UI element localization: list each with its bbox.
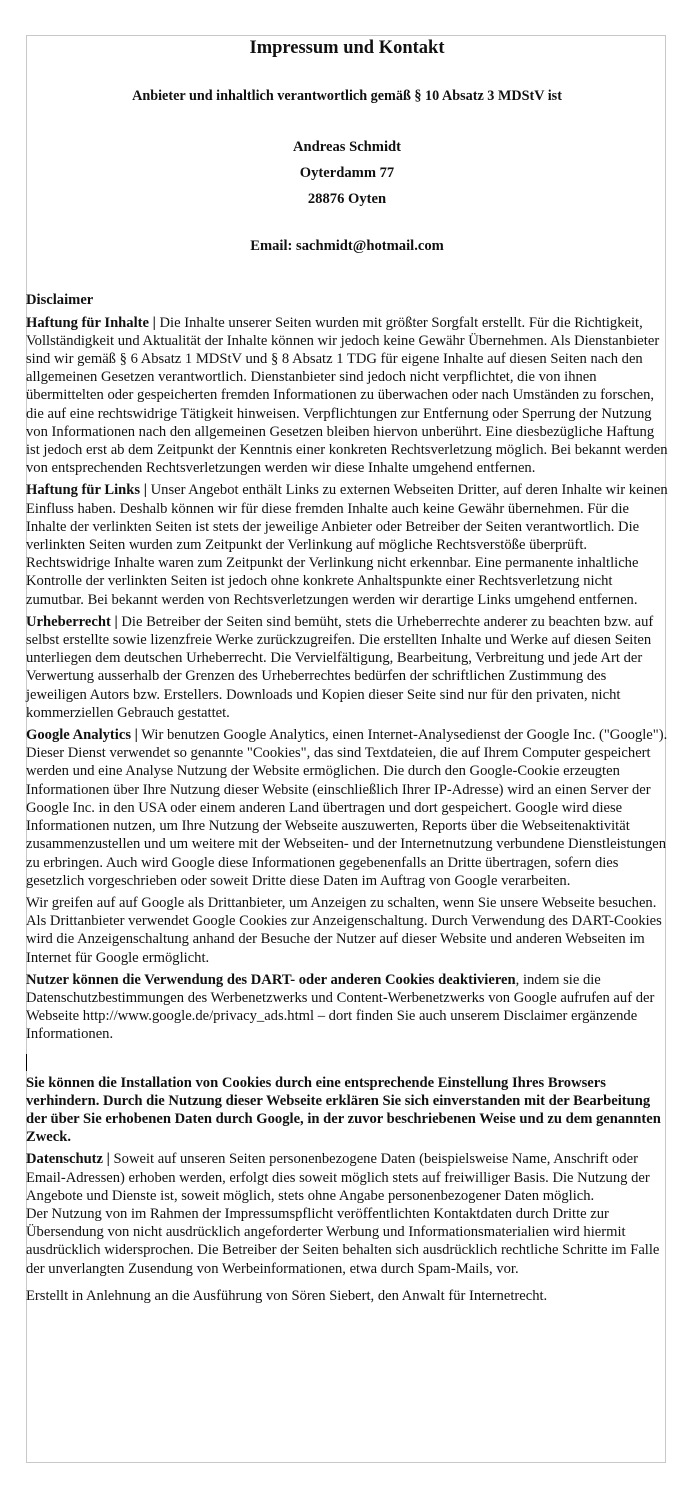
- paragraph-lead: Datenschutz |: [26, 1151, 110, 1168]
- paragraph-haftung-inhalte: [26, 314, 668, 478]
- paragraph-text: Wir benutzen Google Analytics, einen Internet-Analysedienst der Google Inc. ("Google"). Dieser Dienst verwendet so genannte "Cookies", das sind Textdateien, die auf Ihrem Computer gespeichert werden und eine Analyse Nutzung der Website ermöglichen. Die durch den Google-Cookie erzeugten Informationen über Ihre Nutzung dieser Website (einschließlich Ihrer IP-Adresse) wird an einen Server der Google Inc. in den USA oder einem anderen Land übertragen und dort gespeichert. Google wird diese Informationen nutzen, um Ihre Nutzung der Webseite auszuwerten, Reports über die Webseitenaktivität zusammenzustellen und um weitere mit der Webseiten- und der Internetnutzung verbundene Dienstleistungen zu erbringen. Auch wird Google diese Informationen gegebenenfalls an Dritte übertragen, sofern dies gesetzlich vorgeschrieben oder soweit Dritte diese Daten im Auftrag von Google verarbeiten.: [26, 727, 668, 889]
- address-block: [26, 134, 668, 212]
- paragraph-lead: Haftung für Inhalte |: [26, 314, 156, 331]
- paragraph-text: Die Inhalte unserer Seiten wurden mit größter Sorgfalt erstellt. Für die Richtigkeit, Vollständigkeit und Aktualität der Inhalte können wir jedoch keine Gewähr Übernehmen. Als Dienstanbieter sind wir gemäß § 6 Absatz 1 MDStV und § 8 Absatz 1 TDG für eigene Inhalte auf diesen Seiten nach den allgemeinen Gesetzen verantwortlich. Dienstanbieter sind jedoch nicht verpflichtet, die von ihnen übermittelten oder gespeicherten fremden Informationen zu überwachen oder nach Umständen zu forschen, die auf eine rechtswidrige Tätigkeit hinweisen. Verpflichtungen zur Entfernung oder Sperrung der Nutzung von Informationen nach den allgemeinen Gesetzen bleiben hiervon unberührt. Eine diesbezügliche Haftung ist jedoch erst ab dem Zeitpunkt der Kenntnis einer konkreten Rechtsverletzung möglich. Bei bekannt werden von entsprechenden Rechtsverletzungen werden wir diese Inhalte umgehend entfernen.: [26, 314, 668, 477]
- paragraph-haftung-links: [26, 481, 668, 608]
- paragraph-text-2: Der Nutzung von im Rahmen der Impressumspflicht veröffentlichten Kontaktdaten durch Dritte zur Übersendung von nicht ausdrücklich angeforderter Werbung und Informationsmaterialien wird hiermit ausdrücklich widersprochen. Die Betreiber der Seiten behalten sich ausdrücklich rechtliche Schritte im Falle der unverlangten Zusendung von Werbeinformationen, etwa durch Spam-Mails, vor.: [26, 1205, 660, 1277]
- paragraph-lead: Google Analytics |: [26, 727, 138, 744]
- paragraph-lead: Urheberrecht |: [26, 613, 118, 630]
- paragraph-text: Soweit auf unseren Seiten personenbezogene Daten (beispielsweise Name, Anschrift oder Email-Adressen) erhoben werden, erfolgt dies soweit möglich stets auf freiwilliger Basis. Die Nutzung der Angebote und Dienste ist, soweit möglich, stets ohne Angabe personenbezogener Daten möglich.: [26, 1151, 650, 1204]
- paragraph-datenschutz: [26, 1150, 668, 1277]
- disclaimer-heading: Disclaimer: [26, 292, 94, 309]
- paragraph-text: Unser Angebot enthält Links zu externen Webseiten Dritter, auf deren Inhalte wir keinen Einfluss haben. Deshalb können wir für diese fremden Inhalte auch keine Gewähr übernehmen. Für die Inhalte der verlinkten Seiten ist stets der jeweilige Anbieter oder Betreiber der Seiten verantwortlich. Die verlinkten Seiten wurden zum Zeitpunkt der Verlinkung auf mögliche Rechtsverstöße überprüft. Rechtswidrige Inhalte waren zum Zeitpunkt der Verlinkung nicht erkennbar. Eine permanente inhaltliche Kontrolle der verlinkten Seiten ist jedoch ohne konkrete Anhaltspunkte einer Rechtsverletzung nicht zumutbar. Bei bekannt werden von Rechtsverletzungen werden wir derartige Links umgehend entfernen.: [26, 482, 668, 608]
- contact-name: Andreas Schmidt: [293, 139, 401, 156]
- imprint-content: [26, 35, 668, 1305]
- paragraph-google-analytics: [26, 726, 668, 890]
- page-title: Impressum und Kontakt: [249, 38, 445, 58]
- contact-email: Email: sachmidt@hotmail.com: [250, 238, 444, 255]
- paragraph-drittanbieter: Wir greifen auf auf Google als Drittanbieter, um Anzeigen zu schalten, wenn Sie unsere Webseite besuchen. Als Drittanbieter verwendet Google Cookies zur Anzeigenschaltung. Durch Verwendung des DART-Cookies wird die Anzeigenschaltung anhand der Besuche der Nutzer auf dieser Website und anderen Webseiten im Internet für Google ermöglicht.: [26, 894, 662, 966]
- paragraph-dart-cookies: [26, 971, 668, 1044]
- paragraph-footer: Erstellt in Anlehnung an die Ausführung von Sören Siebert, den Anwalt für Internetrecht.: [26, 1287, 548, 1304]
- contact-city: 28876 Oyten: [307, 191, 387, 208]
- paragraph-text: , indem sie die Datenschutzbestimmungen des Werbenetzwerks und Content-Werbenetzwerks von Google aufrufen auf der Webseite http://www.google.de/privacy_ads.html – dort finden Sie auch unserem Disclaimer ergänzende Informationen.: [26, 971, 655, 1043]
- paragraph-lead: Nutzer können die Verwendung des DART- oder anderen Cookies deaktivieren: [26, 971, 516, 988]
- paragraph-cookie-notice: Sie können die Installation von Cookies durch eine entsprechende Einstellung Ihres Browsers verhindern. Durch die Nutzung dieser Webseite erklären Sie sich einverstanden mit der Bearbeitung der über Sie erhobenen Daten durch Google, in der zuvor beschriebenen Weise und zu dem genannten Zweck.: [26, 1074, 661, 1146]
- text-cursor: [26, 1054, 27, 1071]
- paragraph-urheberrecht: [26, 613, 668, 722]
- contact-street: Oyterdamm 77: [299, 165, 395, 182]
- provider-subtitle: Anbieter und inhaltlich verantwortlich gemäß § 10 Absatz 3 MDStV ist: [132, 88, 562, 104]
- paragraph-lead: Haftung für Links |: [26, 482, 147, 499]
- paragraph-text: Die Betreiber der Seiten sind bemüht, stets die Urheberrechte anderer zu beachten bzw. auf selbst erstellte sowie lizenzfreie Werke zurückzugreifen. Die erstellten Inhalte und Werke auf diesen Seiten unterliegen dem deutschen Urheberrecht. Die Vervielfältigung, Bearbeitung, Verbreitung und jede Art der Verwertung ausserhalb der Grenzen des Urheberrechtes bedürfen der schriftlichen Zustimmung des jeweiligen Autors bzw. Erstellers. Downloads und Kopien dieser Seite sind nur für den privaten, nicht kommerziellen Gebrauch gestattet.: [26, 613, 654, 721]
